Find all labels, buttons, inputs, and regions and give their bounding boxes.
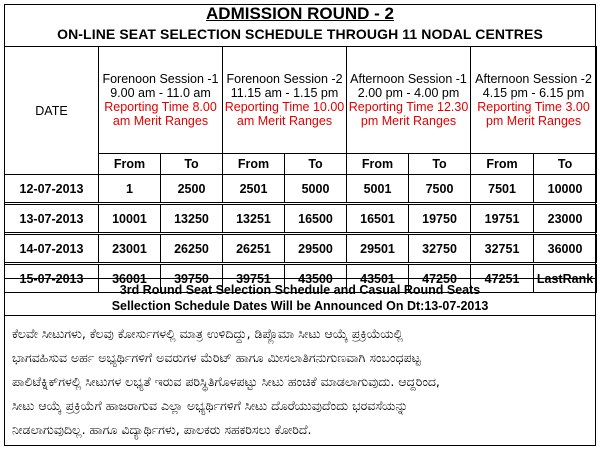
notice-line: ಸೀಟು ಆಯ್ಕೆ ಪ್ರಕ್ರಿಯೆಗೆ ಹಾಜರಾಗುವ ಎಲ್ಲಾ ಅಭ್ಯರ್ಥಿಗಳಿಗೆ ಸೀಟು ದೊರೆಯುವುದೆಂದು ಭರವಸೆಯನ್ನು xyxy=(12,398,409,413)
rank-cell: 47251 xyxy=(471,264,534,293)
page-subtitle: ON-LINE SEAT SELECTION SCHEDULE THROUGH 11 NODAL CENTRES xyxy=(57,26,543,42)
rank-cell: 47250 xyxy=(409,264,471,293)
rank-cell: 32750 xyxy=(409,234,471,264)
session-header: Afternoon Session -2 4.15 pm - 6.15 pm Reporting Time 3.00 pm Merit Ranges xyxy=(471,47,597,154)
notice-line: ನೀಡಲಾಗುವುದಿಲ್ಲ. ಹಾಗೂ ವಿದ್ಯಾರ್ಥಿಗಳು, ಪಾಲಕರು ಸಹಕರಿಸಲು ಕೋರಿದೆ. xyxy=(12,422,312,437)
rank-cell: 10001 xyxy=(99,204,161,234)
to-header: To xyxy=(161,154,223,175)
rank-cell: 7500 xyxy=(409,175,471,204)
from-header: From xyxy=(471,154,534,175)
notice-line: ಕೆಲವೇ ಸೀಟುಗಳು, ಕೆಲವು ಕೋರ್ಸುಗಳಲ್ಲಿ ಮಾತ್ರ ಉಳಿದಿದ್ದು, ಡಿಪ್ಲೊಮಾ ಸೀಟು ಆಯ್ಕೆ ಪ್ರಕ್ರಿಯೆಯಲ್ಲಿ xyxy=(12,326,404,341)
rank-cell: 23001 xyxy=(99,234,161,264)
date-cell: 14-07-2013 xyxy=(5,234,99,264)
rank-cell: 32751 xyxy=(471,234,534,264)
from-header: From xyxy=(99,154,161,175)
announcement-box xyxy=(4,278,596,316)
to-header: To xyxy=(285,154,347,175)
rank-cell: 2501 xyxy=(223,175,285,204)
notice-line: ಭಾಗವಹಿಸುವ ಅರ್ಹ ಅಭ್ಯರ್ಥಿಗಳಿಗೆ ಅವರುಗಳ ಮೆರಿಟ್ ಹಾಗೂ ಮೀಸಲಾತಿಗನುಗುಣವಾಗಿ ಸಂಬಂಧಪಟ್ಟ xyxy=(12,350,421,365)
rank-cell: 26250 xyxy=(161,234,223,264)
rank-cell: LastRank xyxy=(534,264,597,293)
rank-cell: 13250 xyxy=(161,204,223,234)
rank-cell: 39751 xyxy=(223,264,285,293)
table-row xyxy=(5,204,597,234)
kannada-notice xyxy=(12,322,590,442)
schedule-table xyxy=(4,46,597,293)
table-row xyxy=(5,234,597,264)
announcement-line: Sellection Schedule Dates Will be Announced On Dt:13-07-2013 xyxy=(111,299,489,313)
from-header: From xyxy=(347,154,409,175)
rank-cell: 5001 xyxy=(347,175,409,204)
rank-cell: 19751 xyxy=(471,204,534,234)
rank-cell: 16501 xyxy=(347,204,409,234)
rank-cell: 16500 xyxy=(285,204,347,234)
rank-cell: 23000 xyxy=(534,204,597,234)
date-cell: 12-07-2013 xyxy=(5,175,99,204)
rank-cell: 5000 xyxy=(285,175,347,204)
rank-cell: 36000 xyxy=(534,234,597,264)
rank-cell: 7501 xyxy=(471,175,534,204)
rank-cell: 29501 xyxy=(347,234,409,264)
rank-cell: 43501 xyxy=(347,264,409,293)
rank-cell: 2500 xyxy=(161,175,223,204)
session-header: Afternoon Session -1 2.00 pm - 4.00 pm Reporting Time 12.30 pm Merit Ranges xyxy=(347,47,471,154)
rank-cell: 13251 xyxy=(223,204,285,234)
rank-cell: 29500 xyxy=(285,234,347,264)
date-header: DATE xyxy=(5,47,99,175)
table-row xyxy=(5,175,597,204)
to-header: To xyxy=(534,154,597,175)
session-header: Forenoon Session -1 9.00 am - 11.0 am Reporting Time 8.00 am Merit Ranges xyxy=(99,47,223,154)
date-cell: 13-07-2013 xyxy=(5,204,99,234)
rank-cell: 1 xyxy=(99,175,161,204)
rank-cell: 10000 xyxy=(534,175,597,204)
page-title: ADMISSION ROUND - 2 xyxy=(206,4,394,23)
rank-cell: 36001 xyxy=(99,264,161,293)
session-header: Forenoon Session -2 11.15 am - 1.15 pm Reporting Time 10.00 am Merit Ranges xyxy=(223,47,347,154)
date-cell: 15-07-2013 xyxy=(5,264,99,293)
to-header: To xyxy=(409,154,471,175)
rank-cell: 19750 xyxy=(409,204,471,234)
notice-line: ಪಾಲಿಟೆಕ್ನಿಕ್‌ಗಳಲ್ಲಿ ಸೀಟುಗಳ ಲಭ್ಯತೆ ಇರುವ ಪರಿಸ್ಥಿತಿಗೊಳಪಟ್ಟು ಸೀಟು ಹಂಚಿಕೆ ಮಾಡಲಾಗುವುದು. ಆದ್ದರಿಂದ, xyxy=(12,374,440,389)
from-header: From xyxy=(223,154,285,175)
rank-cell: 26251 xyxy=(223,234,285,264)
rank-cell: 43500 xyxy=(285,264,347,293)
announcement-line: 3rd Round Seat Selection Schedule and Casual Round Seats xyxy=(119,283,481,297)
rank-cell: 39750 xyxy=(161,264,223,293)
